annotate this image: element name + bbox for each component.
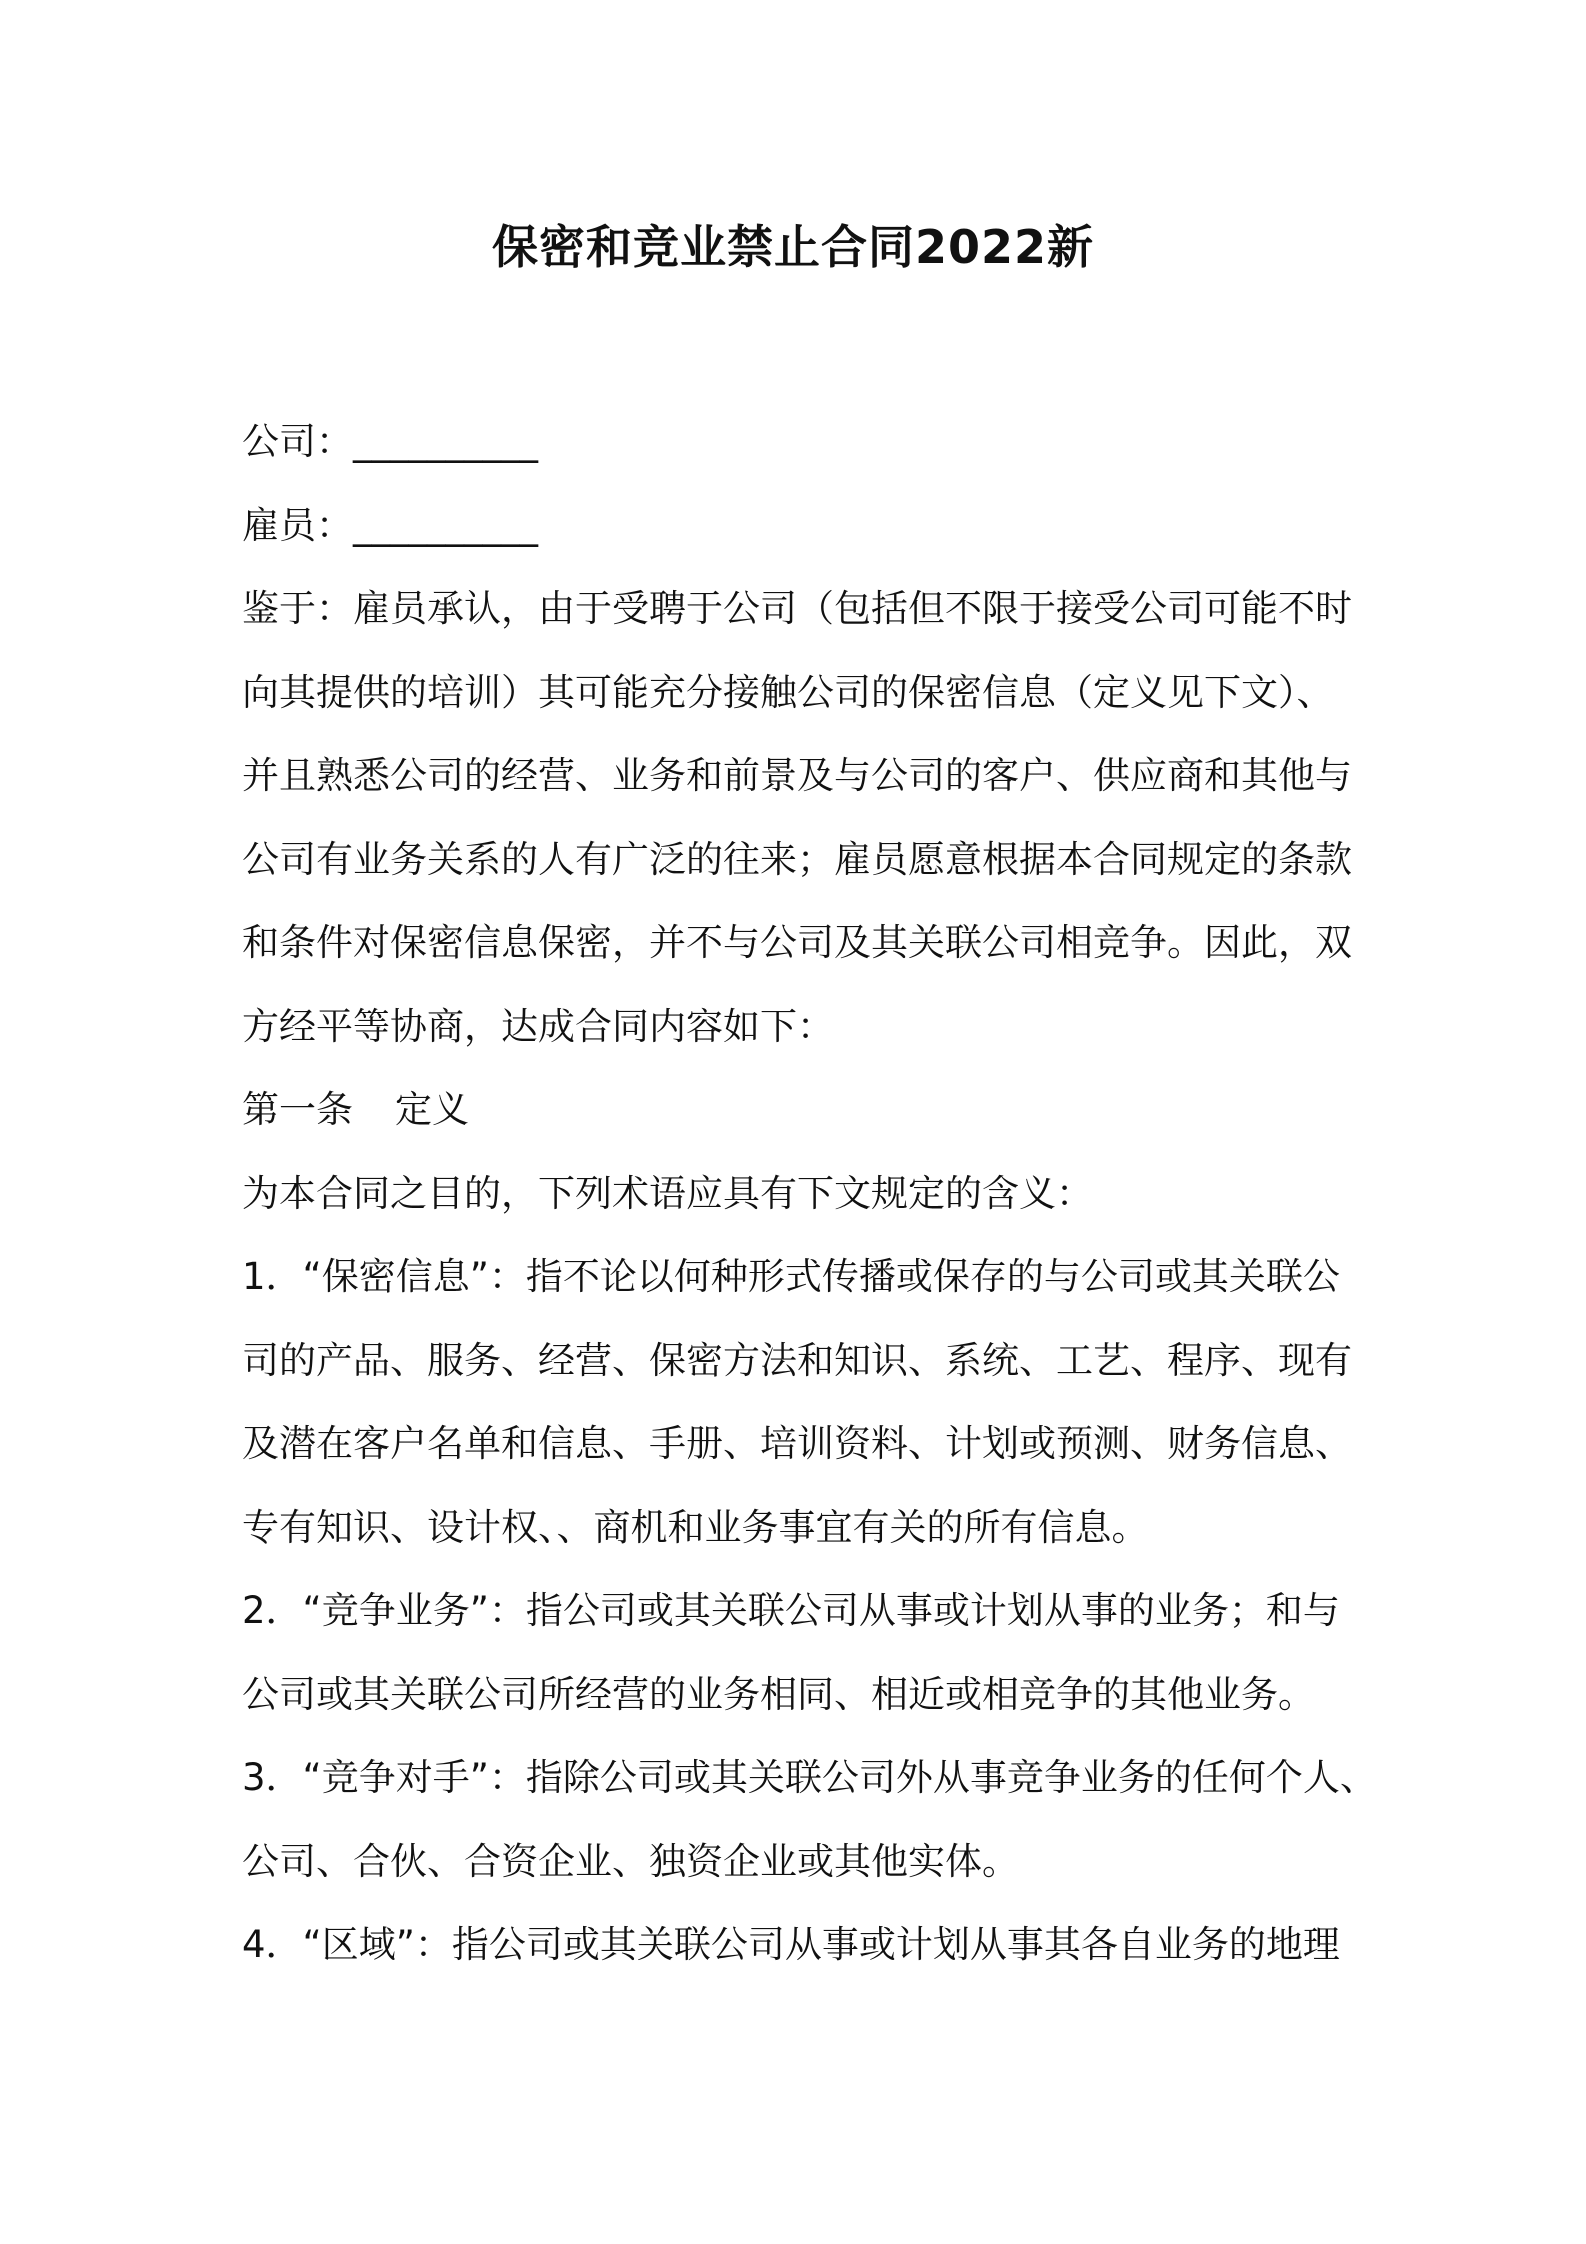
clause-number: 第一条	[242, 1088, 353, 1131]
document-body	[242, 400, 1377, 1987]
definitions-intro-line: 为本合同之目的，下列术语应具有下文规定的含义：	[242, 1171, 1093, 1215]
employee-field-line: 雇员：__________	[242, 503, 538, 547]
definition-line: 3．“竞争对手”：指除公司或其关联公司外从事竞争业务的任何个人、	[242, 1756, 1377, 1799]
recital-line: 和条件对保密信息保密，并不与公司及其关联公司相竞争。因此，双	[242, 921, 1352, 964]
definition-line: 2．“竞争业务”：指公司或其关联公司从事或计划从事的业务；和与	[242, 1589, 1340, 1632]
recital-line: 鉴于：雇员承认，由于受聘于公司（包括但不限于接受公司可能不时	[242, 587, 1352, 630]
definition-line: 专有知识、设计权、、商机和业务事宜有关的所有信息。	[242, 1505, 1149, 1549]
recital-line: 方经平等协商，达成合同内容如下：	[242, 1004, 834, 1048]
definition-line: 公司或其关联公司所经营的业务相同、相近或相竞争的其他业务。	[242, 1672, 1315, 1716]
definition-line: 1．“保密信息”：指不论以何种形式传播或保存的与公司或其关联公	[242, 1255, 1340, 1298]
recital-line: 向其提供的培训）其可能充分接触公司的保密信息（定义见下文）、	[242, 670, 1334, 714]
company-field-line: 公司：__________	[242, 420, 538, 463]
recital-line: 并且熟悉公司的经营、业务和前景及与公司的客户、供应商和其他与	[242, 754, 1352, 797]
recital-line: 公司有业务关系的人有广泛的往来；雇员愿意根据本合同规定的条款	[242, 837, 1352, 881]
definition-line: 司的产品、服务、经营、保密方法和知识、系统、工艺、程序、现有	[242, 1338, 1352, 1382]
clause-heading	[242, 1068, 1362, 1152]
definition-line: 公司、合伙、合资企业、独资企业或其他实体。	[242, 1839, 1019, 1883]
clause-name: 定义	[395, 1088, 469, 1131]
definition-line: 及潜在客户名单和信息、手册、培训资料、计划或预测、财务信息、	[242, 1422, 1352, 1465]
document-title: 保密和竞业禁止合同2022新	[491, 220, 1095, 274]
definition-line: 4．“区域”：指公司或其关联公司从事或计划从事其各自业务的地理	[242, 1923, 1340, 1966]
